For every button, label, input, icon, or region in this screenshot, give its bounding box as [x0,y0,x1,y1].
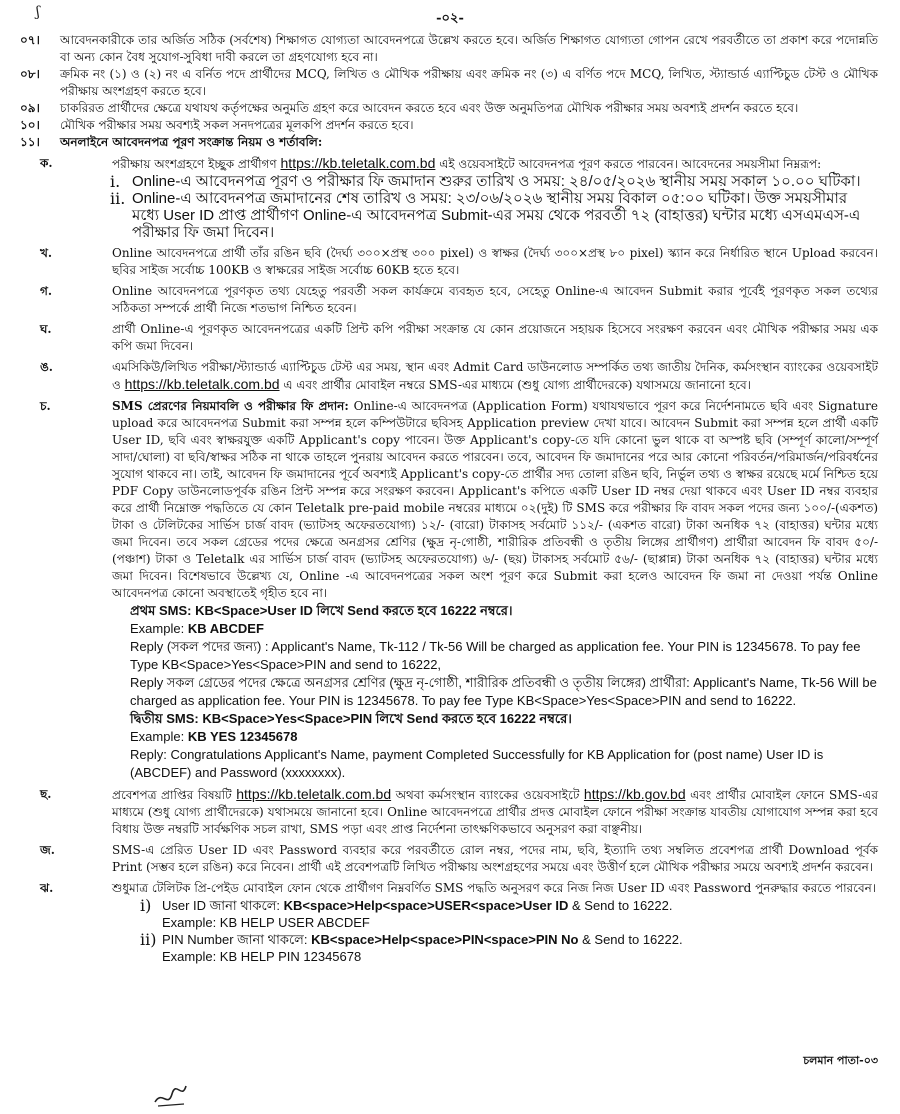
item-11 [20,134,878,151]
sms-reply: Reply সকল গ্রেডের পদের ক্ষেত্রে অনগ্রসর শ্রেণির (ক্ষুদ্র নৃ-গোষ্ঠী, শারীরিক প্রতিবন্ধী ও তৃতীয় লিঙ্গের) প্রার্থীরা: Applicant's Name, Tk-56 Will be charged as application fee. Your PIN is 12345678. To pay fee Type KB<Space>Yes<Space>PIN and send to 16222. [130,675,877,708]
clause-label: চ. [40,399,51,413]
clause-text: এমসিকিউ/লিখিত পরীক্ষা/স্ট্যান্ডার্ড এ্যাপ্টিচুড টেস্ট এর সময়, স্থান এবং Admit Card ডাউনলোড সম্পর্কিত তথ্য জাতীয় দৈনিক, কর্মসংস্থান ব্যাংকের ওয়েবসাইট ও [112,360,878,392]
item-text: মৌখিক পরীক্ষার সময় অবশ্যই সকল সনদপত্রের মূলকপি প্রদর্শন করতে হবে। [60,118,414,132]
clause-label: ক. [40,156,53,170]
sms-command: KB<Space>User ID লিখে Send করতে হবে 16222 নম্বরে। [195,603,513,618]
teletalk-link[interactable]: https://kb.teletalk.com.bd [124,376,280,392]
recovery-text: & Send to 16222. [572,898,673,913]
clause-text: প্রার্থী Online-এ পূরণকৃত আবেদনপত্রের একটি প্রিন্ট কপি পরীক্ষা সংক্রান্ত যে কোন প্রয়োজনে সহায়ক হিসেবে সংরক্ষণ করবেন এবং মৌখিক পরীক্ষার সময় এক কপি জমা দিবেন। [112,322,878,353]
clause-ja [20,842,878,876]
example-label: Example: [130,621,185,636]
clause-label: গ. [40,284,53,298]
clause-text: Online-এ আবেদনপত্র (Application Form) যথাযথভাবে পূরণ করে নির্দেশনামতে ছবি এবং Signature upload করে আবেদনপত্র Submit করা সম্পন্ন হলে কম্পিউটারে ছবিসহ Application preview দেখা যাবে। আবেদন Submit করা সম্পন্ন হলে প্রার্থী একটি User ID, ছবি এবং স্বাক্ষরযুক্ত একটি Applicant's copy পাবেন। উক্ত Applicant's copy-তে যদি কোনো ভুল থাকে বা অস্পষ্ট ছবি (সম্পূর্ণ কালো/সম্পূর্ণ সাদা/ঘোলা) বা ছবি/স্বাক্ষর সঠিক না থাকে তাহলে পুনরায় আবেদন করতে পারবেন। তবে, আবেদন ফি জমাদানের পরে আর কোনো পরিবর্তন/পরিমার্জন/পরিবর্ধনের সুযোগ থাকবে না। তাই, আবেদন ফি জমাদানের পূর্বে অবশ্যই Applicant's copy-তে প্রার্থীর সদ্য তোলা রঙিন ছবি, নির্ভুল তথ্য ও স্বাক্ষর রয়েছে মর্মে নিশ্চিত হয়ে PDF Copy ডাউনলোডপূর্বক রঙিন প্রিন্ট সম্পন্ন করে সংরক্ষণ করবেন। Applicant's কপিতে একটি User ID নম্বর দেয়া থাকবে এবং User ID নম্বর ব্যবহার করে প্রার্থী নিম্নোক্ত পদ্ধতিতে যে কোন Teletalk pre-paid mobile নম্বরের মাধ্যমে ০২(দুই) টি SMS করে পরীক্ষার ফি বাবদ সকল পদের জন্য ১০০/-(একশত) টাকা ও টেলিটকের সার্ভিস চার্জ বাবদ (ভ্যাটসহ অফেরতযোগ্য) ১২/- (বারো) টাকাসহ সর্বমোট ১১২/- (একশত বারো) টাকা অনধিক ৭২ (বাহাত্তর) ঘন্টার মধ্যে জমা দিবেন। তবে সকল গ্রেডের পদের ক্ষেত্রে অনগ্রসর শ্রেণির (ক্ষুদ্র নৃ-গোষ্ঠী, শারীরিক প্রতিবন্ধী ও তৃতীয় লিঙ্গের প্রার্থীগণ) প্রার্থীরা আবেদন ফি বাবদ ৫০/- (পঞ্চাশ) টাকা ও Teletalk এর সার্ভিস চার্জ বাবদ (ভ্যাটসহ অফেরতযোগ্য) ৬/- (ছয়) টাকাসহ সর্বমোট ৫৬/- (ছাপ্পান্ন) টাকা অনধিক ৭২ (বাহাত্তর) ঘন্টার মধ্যে জমা দিবেন। বিশেষভাবে উল্লেখ্য যে, Online -এ আবেদনপত্রের সকল অংশ পূরণ করে Submit করা হলেও আবেদন ফি জমা না দেওয়া পর্যন্ত Online আবেদনপত্র কোনো অবস্থাতেই গৃহীত হবে না। [112,399,878,600]
sms-reply: Reply: Congratulations Applicant's Name, payment Completed Successfully for KB Application for (post name) User ID is (ABCDEF) and Password (xxxxxxxx). [130,747,824,780]
clause-cha [20,398,878,602]
item-number: ১১। [20,135,40,149]
recovery-example: Example: KB HELP PIN 12345678 [162,949,362,964]
clause-text: Online আবেদনপত্রে পূরণকৃত তথ্য যেহেতু পরবর্তী সকল কার্যক্রমে ব্যবহৃত হবে, সেহেতু Online-এ আবেদন Submit করার পূর্বেই পূরণকৃত সকল তথ্যের সঠিকতা সম্পর্কে প্রার্থী নিজে শতভাগ নিশ্চিত হবেন। [112,284,878,315]
recovery-text: PIN Number জানা থাকলে: [162,932,308,947]
item-07 [20,32,878,66]
clause-ka-i [110,173,878,190]
continuation-note: চলমান পাতা-০৩ [803,1054,878,1067]
sms-command: KB<Space>Yes<Space>PIN লিখে Send করতে হবে 16222 নম্বরে। [202,711,572,726]
clause-jha [20,880,878,897]
clause-label: ঝ. [40,881,54,895]
item-text: চাকরিরত প্রার্থীদের ক্ষেত্রে যথাযথ কর্তৃপক্ষের অনুমতি গ্রহণ করে আবেদন করতে হবে এবং উক্ত অনুমতিপত্র মৌখিক পরীক্ষার সময় অবশ্যই প্রদর্শন করতে হবে। [60,101,799,115]
recovery-text: User ID জানা থাকলে: [162,898,281,913]
item-text: আবেদনকারীকে তার অর্জিত সঠিক (সর্বশেষ) শিক্ষাগত যোগ্যতা আবেদনপত্রে উল্লেখ করতে হবে। অর্জিত শিক্ষাগত যোগ্যতা গোপন রেখে পরবর্তীতে তা প্রকাশ করে পদোন্নতি বা অন্য কোন বৈধ সুযোগ-সুবিধা দাবী করলে তা গ্রহণযোগ্য হবে না। [60,33,878,64]
item-08 [20,66,878,100]
item-text: ক্রমিক নং (১) ও (২) নং এ বর্নিত পদে প্রার্থীদের MCQ, লিখিত ও মৌখিক পরীক্ষায় এবং ক্রমিক নং (৩) এ বর্ণিত পদে MCQ, লিখিত, স্ট্যান্ডার্ড এ্যাপ্টিচুড টেস্ট ও মৌখিক পরীক্ষায় অংশগ্রহণ করতে হবে। [60,67,878,98]
item-10 [20,117,878,134]
clause-text: Online আবেদনপত্রে প্রার্থী তাঁর রঙিন ছবি (দৈর্ঘ্য ৩০০×প্রস্থ ৩০০ pixel) ও স্বাক্ষর (দৈর্ঘ্য ৩০০×প্রস্থ ৮০ pixel) স্ক্যান করে নির্ধারিত স্থানে Upload করবেন। ছবির সাইজ সর্বোচ্চ 100KB ও স্বাক্ষরের সাইজ সর্বোচ্চ 60KB হতে হবে। [112,246,878,277]
clause-text: এই ওয়েবসাইটে আবেদনপত্র পূরণ করতে পারবেন। আবেদনের সময়সীমা নিম্নরূপ: [439,157,822,171]
signature-icon [150,1080,190,1110]
clause-ka [20,155,878,173]
item-number: ০৭। [20,33,40,47]
recovery-command: KB<space>Help<space>PIN<space>PIN No [311,932,579,947]
clause-text: প্রবেশপত্র প্রাপ্তির বিষয়টি [112,788,232,802]
sms-heading: দ্বিতীয় SMS: [130,711,199,726]
clause-text: এ এবং প্রার্থীর মোবাইল নম্বরে SMS-এর মাধ্যমে (শুধু যোগ্য প্রার্থীদেরকে) যথাসময়ে জানানো হবে। [283,378,751,392]
roman-label: ii. [110,189,126,208]
clause-ga [20,283,878,317]
clause-text: পরীক্ষায় অংশগ্রহণে ইচ্ছুক প্রার্থীগণ [112,157,277,171]
clause-text: শুধুমাত্র টেলিটক প্রি-পেইড মোবাইল ফোন থেকে প্রার্থীগণ নিম্নবর্ণিত SMS পদ্ধতি অনুসরণ করে নিজ নিজ User ID এবং Password পুনরুদ্ধার করতে পারবেন। [112,881,877,895]
clause-label: ঘ. [40,322,52,336]
clause-text: অথবা কর্মসংস্থান ব্যাংকের ওয়েবসাইটে [395,788,580,802]
clause-label: খ. [40,246,53,260]
section-heading: অনলাইনে আবেদনপত্র পূরণ সংক্রান্ত নিয়ম ও শর্তাবলি: [60,135,323,149]
example-value: KB ABCDEF [187,621,264,636]
clause-label: জ. [40,843,55,857]
clause-gha [20,321,878,355]
sms-instructions [130,602,878,782]
item-09 [20,100,878,117]
recovery-userid [140,897,878,931]
clause-text: এবং প্রার্থীর মোবাইল ফোনে SMS-এর মাধ্যমে (শুধু যোগ্য প্রার্থীদেরকে) যথাসময়ে জানানো হবে। Online আবেদনপত্রে প্রার্থীর প্রদত্ত মোবাইল ফোনে পরীক্ষা সংক্রান্ত যাবতীয় যোগাযোগ সম্পন্ন করা হবে বিধায় উক্ত নম্বরটি সার্বক্ষণিক সচল রাখা, SMS পড়া এবং প্রাপ্ত নির্দেশনা তাৎক্ষণিকভাবে অনুসরণ করা বাঞ্ছনীয়। [112,788,878,836]
teletalk-link[interactable]: https://kb.teletalk.com.bd [236,786,392,802]
item-number: ১০। [20,118,40,132]
item-number: ০৯। [20,101,40,115]
clause-kha [20,245,878,279]
clause-label: ছ. [40,787,52,801]
clause-uma [20,359,878,394]
roman-text: Online-এ আবেদনপত্র জমাদানের শেষ তারিখ ও সময়: ২৩/০৬/২০২৬ স্থানীয় সময় বিকাল ০৫:০০ ঘটিকা। উক্ত সময়সীমার মধ্যে User ID প্রাপ্ত প্রার্থীগণ Online-এ আবেদনপত্র Submit-এর সময় থেকে পরবর্তী ৭২ (বাহাত্তর) ঘন্টার মধ্যে এসএমএস-এ পরীক্ষার ফি জমা দিবেন। [132,190,861,241]
clause-label: ঙ. [40,360,53,374]
kb-gov-link[interactable]: https://kb.gov.bd [583,786,686,802]
document-body [20,32,878,965]
example-label: Example: [130,729,185,744]
roman-text: Online-এ আবেদনপত্র পূরণ ও পরীক্ষার ফি জমাদান শুরুর তারিখ ও সময়: ২৪/০৫/২০২৬ স্থানীয় সময় সকাল ১০.০০ ঘটিকা। [132,173,861,190]
sms-heading: প্রথম SMS: [130,603,192,618]
clause-text: SMS-এ প্রেরিত User ID এবং Password ব্যবহার করে পরবর্তীতে রোল নম্বর, পদের নাম, ছবি, ইত্যাদি তথ্য সম্বলিত প্রবেশপত্র প্রার্থী Download পূর্বক Print (সম্ভব হলে রঙিন) করে নিবেন। প্রার্থী এই প্রবেশপত্রটি লিখিত পরীক্ষায় অংশগ্রহণের সময়ে এবং উত্তীর্ণ হলে মৌখিক পরীক্ষার সময়ে অবশ্যই প্রদর্শন করবেন। [112,843,878,874]
clause-chha [20,786,878,838]
recovery-example: Example: KB HELP USER ABCDEF [162,915,370,930]
page-number: -০২- [436,11,464,26]
item-number: ০৮। [20,67,40,81]
clause-ka-ii [110,190,878,241]
roman-label: i. [110,172,121,191]
clause-heading: SMS প্রেরণের নিয়মাবলি ও পরীক্ষার ফি প্রদান: [112,399,349,413]
recovery-command: KB<space>Help<space>USER<space>User ID [283,898,569,913]
teletalk-link[interactable]: https://kb.teletalk.com.bd [280,155,436,171]
recovery-text: & Send to 16222. [582,932,683,947]
sms-reply: Reply (সকল পদের জন্য) : Applicant's Name, Tk-112 / Tk-56 Will be charged as application fee. Your PIN is 12345678. To pay fee Type KB<Space>Yes<Space>PIN and send to 16222, [130,639,861,672]
roman-label: i) [140,896,152,915]
example-value: KB YES 12345678 [187,729,298,744]
roman-label: ii) [140,930,157,949]
recovery-pin [140,931,878,965]
ink-mark-icon: ʃ [36,4,40,20]
